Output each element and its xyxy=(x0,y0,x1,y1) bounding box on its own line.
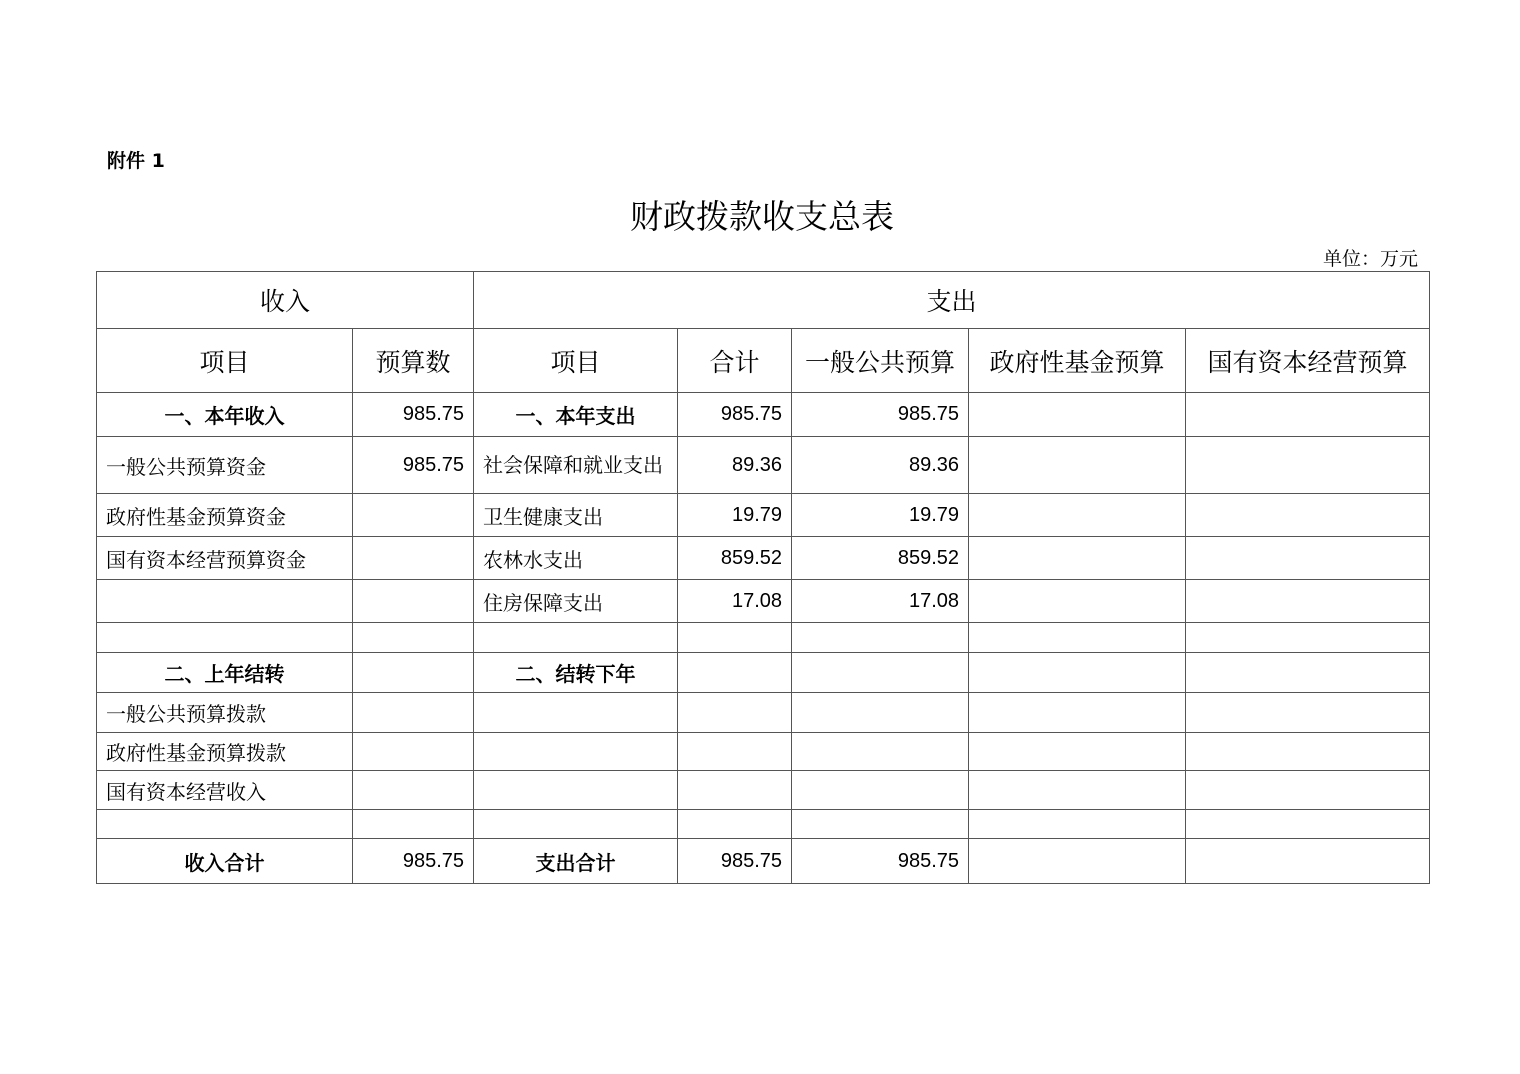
table-row xyxy=(97,580,1430,623)
income-item-cell: 政府性基金预算拨款 xyxy=(97,733,353,771)
state-capital-cell xyxy=(1186,537,1430,580)
total-cell xyxy=(678,810,792,839)
table-row xyxy=(97,437,1430,494)
income-item-cell: 国有资本经营预算资金 xyxy=(97,537,353,580)
gov-fund-cell xyxy=(969,839,1186,884)
general-cell: 985.75 xyxy=(792,839,969,884)
general-cell: 985.75 xyxy=(792,393,969,437)
col-expense-item: 项目 xyxy=(474,329,678,393)
expense-item-cell: 支出合计 xyxy=(474,839,678,884)
total-cell xyxy=(678,693,792,733)
table-row xyxy=(97,733,1430,771)
page-title: 财政拨款收支总表 xyxy=(630,197,894,236)
total-cell xyxy=(678,733,792,771)
income-budget-cell: 985.75 xyxy=(353,437,474,494)
col-state-capital-budget: 国有资本经营预算 xyxy=(1186,329,1430,393)
income-budget-cell: 985.75 xyxy=(353,839,474,884)
general-cell: 19.79 xyxy=(792,494,969,537)
total-cell xyxy=(678,653,792,693)
group-expense-header: 支出 xyxy=(474,272,1430,329)
state-capital-cell xyxy=(1186,437,1430,494)
gov-fund-cell xyxy=(969,393,1186,437)
income-item-cell: 政府性基金预算资金 xyxy=(97,494,353,537)
col-income-budget: 预算数 xyxy=(353,329,474,393)
totals-row xyxy=(97,839,1430,884)
income-budget-cell xyxy=(353,771,474,810)
income-budget-cell xyxy=(353,653,474,693)
group-header-row xyxy=(97,272,1430,329)
general-cell xyxy=(792,810,969,839)
col-gov-fund-budget: 政府性基金预算 xyxy=(969,329,1186,393)
table-row xyxy=(97,393,1430,437)
attachment-label: 附件 1 xyxy=(107,150,165,172)
col-general-budget: 一般公共预算 xyxy=(792,329,969,393)
state-capital-cell xyxy=(1186,771,1430,810)
total-cell: 89.36 xyxy=(678,437,792,494)
state-capital-cell xyxy=(1186,693,1430,733)
expense-item-cell: 住房保障支出 xyxy=(474,580,678,623)
gov-fund-cell xyxy=(969,693,1186,733)
table-row xyxy=(97,653,1430,693)
table-row xyxy=(97,693,1430,733)
expense-item-cell: 二、结转下年 xyxy=(474,653,678,693)
expense-item-cell xyxy=(474,810,678,839)
table-row xyxy=(97,537,1430,580)
expense-item-cell xyxy=(474,733,678,771)
income-item-cell: 一般公共预算资金 xyxy=(97,437,353,494)
total-cell xyxy=(678,771,792,810)
income-budget-cell xyxy=(353,537,474,580)
income-budget-cell xyxy=(353,623,474,653)
state-capital-cell xyxy=(1186,653,1430,693)
gov-fund-cell xyxy=(969,810,1186,839)
gov-fund-cell xyxy=(969,623,1186,653)
expense-item-cell xyxy=(474,771,678,810)
table-row xyxy=(97,771,1430,810)
income-item-cell xyxy=(97,580,353,623)
income-item-cell: 二、上年结转 xyxy=(97,653,353,693)
general-cell xyxy=(792,771,969,810)
expense-item-cell xyxy=(474,693,678,733)
col-total: 合计 xyxy=(678,329,792,393)
income-budget-cell: 985.75 xyxy=(353,393,474,437)
col-income-item: 项目 xyxy=(97,329,353,393)
unit-label: 单位：万元 xyxy=(1322,248,1418,270)
total-cell: 17.08 xyxy=(678,580,792,623)
expense-item-cell: 一、本年支出 xyxy=(474,393,678,437)
gov-fund-cell xyxy=(969,653,1186,693)
general-cell: 859.52 xyxy=(792,537,969,580)
gov-fund-cell xyxy=(969,580,1186,623)
income-item-cell: 收入合计 xyxy=(97,839,353,884)
table-row xyxy=(97,810,1430,839)
gov-fund-cell xyxy=(969,494,1186,537)
income-item-cell: 一般公共预算拨款 xyxy=(97,693,353,733)
total-cell: 985.75 xyxy=(678,393,792,437)
income-budget-cell xyxy=(353,810,474,839)
gov-fund-cell xyxy=(969,771,1186,810)
general-cell xyxy=(792,693,969,733)
state-capital-cell xyxy=(1186,839,1430,884)
general-cell xyxy=(792,653,969,693)
fiscal-summary-table xyxy=(96,271,1430,884)
state-capital-cell xyxy=(1186,494,1430,537)
state-capital-cell xyxy=(1186,810,1430,839)
general-cell: 89.36 xyxy=(792,437,969,494)
state-capital-cell xyxy=(1186,623,1430,653)
state-capital-cell xyxy=(1186,393,1430,437)
income-budget-cell xyxy=(353,733,474,771)
expense-item-cell: 卫生健康支出 xyxy=(474,494,678,537)
gov-fund-cell xyxy=(969,437,1186,494)
gov-fund-cell xyxy=(969,537,1186,580)
group-income-header: 收入 xyxy=(97,272,474,329)
general-cell xyxy=(792,623,969,653)
table-row xyxy=(97,623,1430,653)
total-cell: 985.75 xyxy=(678,839,792,884)
income-budget-cell xyxy=(353,494,474,537)
income-budget-cell xyxy=(353,580,474,623)
expense-item-cell: 社会保障和就业支出 xyxy=(474,437,678,494)
income-item-cell xyxy=(97,810,353,839)
state-capital-cell xyxy=(1186,733,1430,771)
income-item-cell: 一、本年收入 xyxy=(97,393,353,437)
income-budget-cell xyxy=(353,693,474,733)
expense-item-cell: 农林水支出 xyxy=(474,537,678,580)
income-item-cell: 国有资本经营收入 xyxy=(97,771,353,810)
total-cell: 859.52 xyxy=(678,537,792,580)
state-capital-cell xyxy=(1186,580,1430,623)
total-cell: 19.79 xyxy=(678,494,792,537)
gov-fund-cell xyxy=(969,733,1186,771)
general-cell: 17.08 xyxy=(792,580,969,623)
income-item-cell xyxy=(97,623,353,653)
total-cell xyxy=(678,623,792,653)
general-cell xyxy=(792,733,969,771)
column-header-row xyxy=(97,329,1430,393)
table-row xyxy=(97,494,1430,537)
expense-item-cell xyxy=(474,623,678,653)
